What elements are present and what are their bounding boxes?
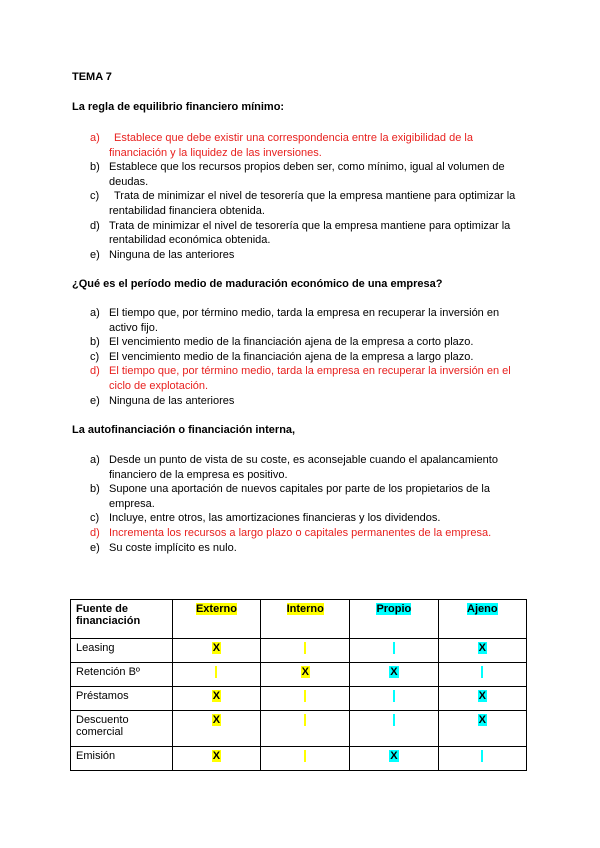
cell-ajeno: X [438,687,526,711]
option-b: b) El vencimiento medio de la financiación ajena de la empresa a corto plazo. [90,336,474,349]
question-3-options [72,453,520,555]
row-label: Descuento comercial [71,711,173,747]
option-b: b) Supone una aportación de nuevos capitales por parte de los propietarios de la empresa. [90,483,490,510]
header-propio: Propio [350,600,439,639]
cell-interno [261,711,350,747]
option-a: a) El tiempo que, por término medio, tarda la empresa en recuperar la inversión en activo fijo. [90,307,500,334]
header-interno: Interno [261,600,350,639]
cell-interno: X [261,663,350,687]
option-e: e) Ninguna de las anteriores [90,394,235,407]
question-3-text: La autofinanciación o financiación interna, [72,424,296,436]
cell-externo: X [172,687,261,711]
header-ajeno: Ajeno [438,600,526,639]
header-externo: Externo [172,600,261,639]
cell-externo: X [172,639,261,663]
row-label: Retención Bº [71,663,173,687]
question-1-text: La regla de equilibrio financiero mínimo: [72,101,285,113]
cell-ajeno [438,747,526,771]
cell-interno [261,639,350,663]
question-1-options [72,131,520,262]
table-row [71,747,527,771]
option-c: c) El vencimiento medio de la financiación ajena de la empresa a largo plazo. [90,350,474,363]
table-row [71,711,527,747]
question-2-options [72,306,520,408]
option-e: e) Ninguna de las anteriores [90,248,235,261]
row-label: Préstamos [71,687,173,711]
option-c: c) Incluye, entre otros, las amortizaciones financieras y los dividendos. [90,512,441,525]
financing-sources-table [70,599,527,771]
option-d: d) El tiempo que, por término medio, tarda la empresa en recuperar la inversión en el ciclo de explotación. [90,365,511,392]
page-title: TEMA 7 [72,71,112,83]
cell-interno [261,747,350,771]
option-e: e) Su coste implícito es nulo. [90,541,237,554]
cell-propio [350,639,439,663]
option-a: a) Desde un punto de vista de su coste, es aconsejable cuando el apalancamiento financiero de la empresa es positivo. [90,454,498,481]
cell-ajeno [438,663,526,687]
option-d: d) Trata de minimizar el nivel de tesorería que la empresa mantiene para optimizar la rentabilidad económica obtenida. [90,219,511,247]
table-header-row [71,600,527,639]
table-row [71,663,527,687]
question-2-text: ¿Qué es el período medio de maduración económico de una empresa? [72,278,443,290]
cell-externo: X [172,747,261,771]
cell-propio [350,687,439,711]
option-c: c) Trata de minimizar el nivel de tesorería que la empresa mantiene para optimizar la rentabilidad financiera obtenida. [90,190,516,217]
header-fuente: Fuente de financiación [71,600,173,639]
cell-propio [350,711,439,747]
row-label: Leasing [71,639,173,663]
row-label: Emisión [71,747,173,771]
cell-propio: X [350,747,439,771]
cell-externo [172,663,261,687]
option-a: a) Establece que debe existir una correspondencia entre la exigibilidad de la financiación y la liquidez de las inversiones. [90,132,473,159]
cell-ajeno: X [438,639,526,663]
cell-interno [261,687,350,711]
cell-externo: X [172,711,261,747]
option-d: d) Incrementa los recursos a largo plazo o capitales permanentes de la empresa. [90,526,492,539]
table-row [71,639,527,663]
cell-ajeno: X [438,711,526,747]
cell-propio: X [350,663,439,687]
option-b: b) Establece que los recursos propios deben ser, como mínimo, igual al volumen de deudas. [90,161,505,188]
table-row [71,687,527,711]
